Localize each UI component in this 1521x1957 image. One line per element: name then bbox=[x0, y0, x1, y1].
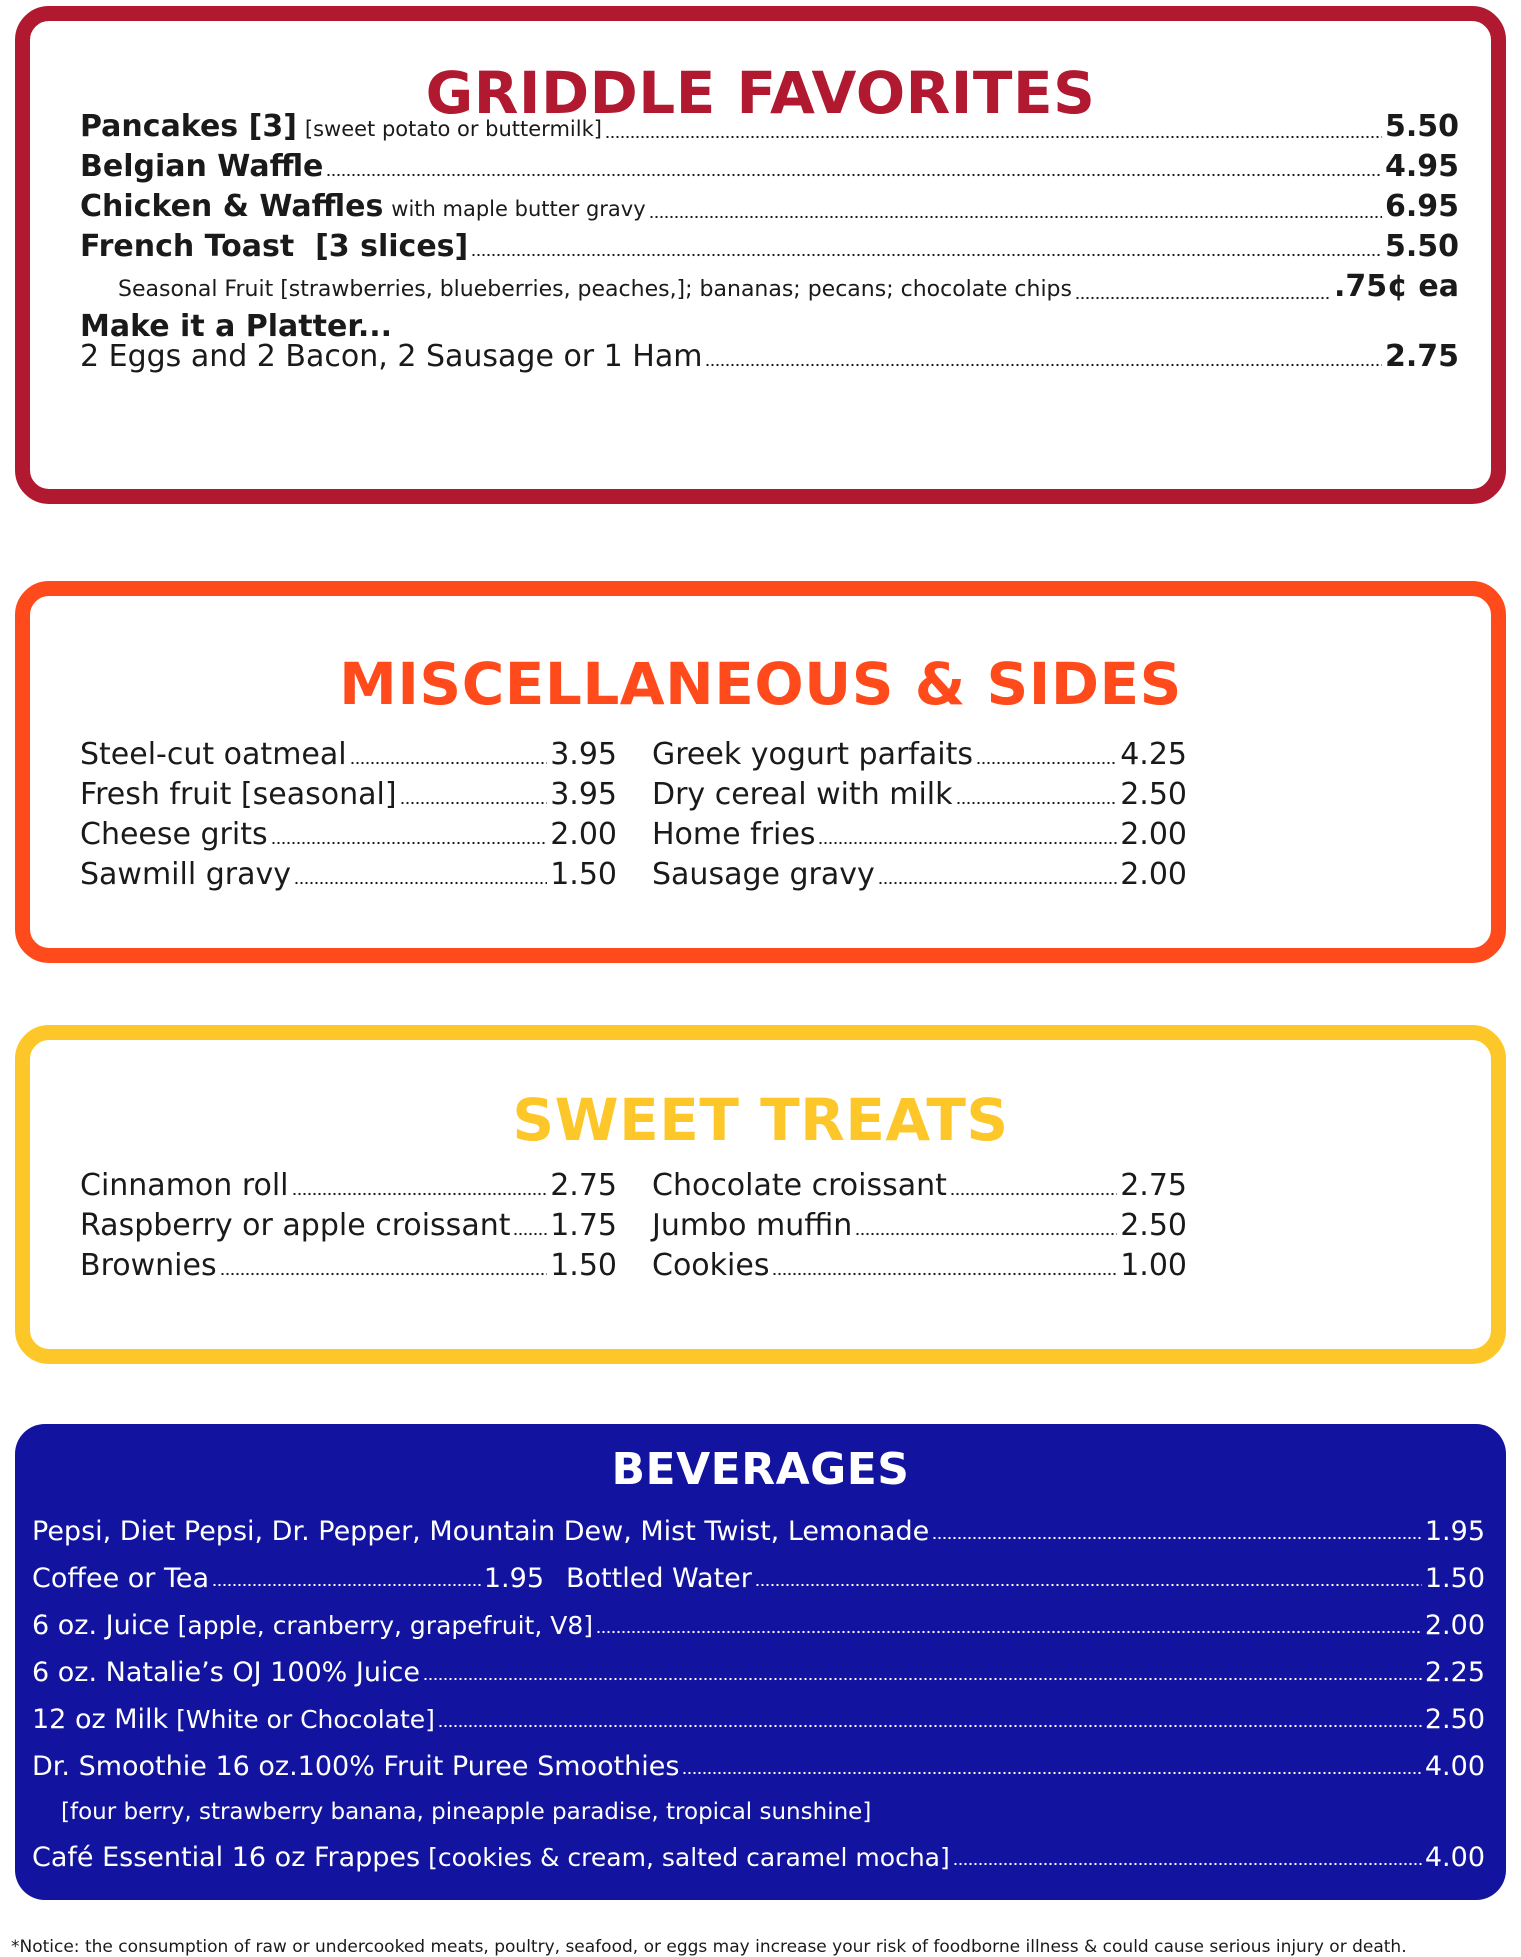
item-name: 6 oz. Natalie’s OJ 100% Juice bbox=[32, 1657, 420, 1688]
item-price: 2.50 bbox=[1120, 1208, 1187, 1243]
leader-dots bbox=[649, 215, 1382, 219]
leader-dots bbox=[682, 1771, 1421, 1775]
sweet-treats-section bbox=[15, 1025, 1506, 1364]
item-desc: with maple butter gravy bbox=[391, 197, 646, 221]
item-name: Cookies bbox=[652, 1248, 770, 1283]
leader-dots bbox=[471, 253, 1382, 257]
item-desc: [apple, cranberry, grapefruit, V8] bbox=[177, 1611, 593, 1640]
menu-item bbox=[80, 815, 617, 855]
menu-item bbox=[80, 1166, 617, 1206]
menu-item bbox=[566, 1561, 1485, 1597]
section-title: SWEET TREATS bbox=[512, 1086, 1009, 1154]
item-name: Bottled Water bbox=[566, 1563, 752, 1594]
beverages-section bbox=[15, 1424, 1506, 1900]
leader-dots bbox=[976, 761, 1117, 765]
leader-dots bbox=[438, 1724, 1422, 1728]
item-name: Chocolate croissant bbox=[652, 1168, 947, 1203]
item-name: Jumbo muffin bbox=[652, 1208, 853, 1243]
item-name: Pancakes [3] bbox=[80, 109, 297, 144]
section-title: GRIDDLE FAVORITES bbox=[425, 59, 1096, 127]
leader-dots bbox=[932, 1536, 1422, 1540]
menu-item bbox=[32, 1514, 1485, 1550]
item-name: Sawmill gravy bbox=[80, 857, 291, 892]
section-title: BEVERAGES bbox=[611, 1444, 910, 1495]
item-price: 2.25 bbox=[1424, 1657, 1485, 1688]
health-notice: *Notice: the consumption of raw or undercooked meats, poultry, seafood, or eggs may increase your risk of foodborne illness & could cause serious injury or death. bbox=[11, 1937, 1407, 1957]
menu-item bbox=[32, 1702, 1485, 1738]
leader-dots bbox=[705, 363, 1382, 367]
leader-dots bbox=[855, 1232, 1117, 1236]
menu-item bbox=[80, 147, 1459, 187]
menu-item bbox=[80, 855, 617, 895]
item-price: 4.95 bbox=[1384, 149, 1459, 184]
item-price: 3.95 bbox=[550, 777, 617, 812]
menu-item bbox=[80, 227, 1459, 267]
leader-dots bbox=[513, 1232, 547, 1236]
item-price: 2.50 bbox=[1424, 1704, 1485, 1735]
item-price: 6.95 bbox=[1384, 189, 1459, 224]
menu-item bbox=[80, 1206, 617, 1246]
item-price: 1.50 bbox=[550, 1248, 617, 1283]
addon-item bbox=[118, 267, 1459, 310]
item-price: 2.00 bbox=[1120, 817, 1187, 852]
menu-item bbox=[80, 187, 1459, 229]
item-name: Greek yogurt parfaits bbox=[652, 737, 973, 772]
item-price: 2.00 bbox=[550, 817, 617, 852]
leader-dots bbox=[878, 881, 1117, 885]
menu-item bbox=[32, 1655, 1485, 1691]
leader-dots bbox=[956, 801, 1118, 805]
item-price: 2.00 bbox=[1424, 1610, 1485, 1641]
item-price: 1.00 bbox=[1120, 1248, 1187, 1283]
menu-item bbox=[652, 735, 1187, 775]
item-price: 5.50 bbox=[1384, 229, 1459, 264]
item-name: Pepsi, Diet Pepsi, Dr. Pepper, Mountain Dew, Mist Twist, Lemonade bbox=[32, 1516, 930, 1547]
menu-item bbox=[652, 775, 1187, 815]
item-name: 2 Eggs and 2 Bacon, 2 Sausage or 1 Ham bbox=[80, 339, 703, 374]
smoothie-flavors: [four berry, strawberry banana, pineapple paradise, tropical sunshine] bbox=[61, 1799, 872, 1825]
item-price: 1.75 bbox=[550, 1208, 617, 1243]
item-price: 2.00 bbox=[1120, 857, 1187, 892]
leader-dots bbox=[212, 1583, 481, 1587]
menu-item bbox=[652, 1206, 1187, 1246]
item-desc: [White or Chocolate] bbox=[176, 1705, 435, 1734]
item-name: Cheese grits bbox=[80, 817, 268, 852]
leader-dots bbox=[1075, 296, 1331, 300]
item-name: Dr. Smoothie 16 oz.100% Fruit Puree Smoothies bbox=[32, 1751, 680, 1782]
leader-dots bbox=[953, 1862, 1422, 1866]
menu-item bbox=[32, 1840, 1485, 1876]
menu-item bbox=[80, 735, 617, 775]
item-price: 4.00 bbox=[1424, 1842, 1485, 1873]
item-price: 1.95 bbox=[1424, 1516, 1485, 1547]
item-price: 2.75 bbox=[1384, 339, 1459, 374]
menu-item bbox=[32, 1561, 544, 1597]
leader-dots bbox=[294, 881, 547, 885]
item-name: Home fries bbox=[652, 817, 816, 852]
menu-item bbox=[32, 1608, 1485, 1644]
leader-dots bbox=[423, 1677, 1422, 1681]
item-name: 6 oz. Juice bbox=[32, 1610, 170, 1641]
menu-item bbox=[80, 107, 1459, 149]
item-name: Fresh fruit [seasonal] bbox=[80, 777, 397, 812]
menu-item bbox=[652, 815, 1187, 855]
menu-item bbox=[652, 1246, 1187, 1286]
item-name: Café Essential 16 oz Frappes bbox=[32, 1842, 421, 1873]
item-price: 1.50 bbox=[1424, 1563, 1485, 1594]
item-price: 4.25 bbox=[1120, 737, 1187, 772]
leader-dots bbox=[271, 841, 548, 845]
item-name: Chicken & Waffles bbox=[80, 189, 384, 224]
addon-name: Seasonal Fruit [strawberries, blueberries, peaches,]; bananas; pecans; chocolate chips bbox=[118, 277, 1072, 302]
section-title: MISCELLANEOUS & SIDES bbox=[339, 650, 1182, 718]
item-price: 5.50 bbox=[1384, 109, 1459, 144]
leader-dots bbox=[292, 1192, 548, 1196]
item-name: French Toast [3 slices] bbox=[80, 229, 469, 264]
leader-dots bbox=[818, 841, 1117, 845]
menu-item bbox=[80, 775, 617, 815]
platter-item bbox=[80, 337, 1459, 377]
item-price: 2.75 bbox=[550, 1168, 617, 1203]
menu-item bbox=[652, 1166, 1187, 1206]
item-desc: [sweet potato or buttermilk] bbox=[304, 117, 602, 141]
leader-dots bbox=[605, 135, 1382, 139]
item-name: Dry cereal with milk bbox=[652, 777, 953, 812]
leader-dots bbox=[326, 173, 1382, 177]
item-price: 2.75 bbox=[1120, 1168, 1187, 1203]
item-name: Raspberry or apple croissant bbox=[80, 1208, 511, 1243]
leader-dots bbox=[596, 1630, 1422, 1634]
leader-dots bbox=[772, 1272, 1117, 1276]
menu-item bbox=[32, 1749, 1485, 1785]
item-name: 12 oz Milk bbox=[32, 1704, 169, 1735]
leader-dots bbox=[950, 1192, 1117, 1196]
misc-sides-section bbox=[15, 581, 1506, 963]
platter-heading: Make it a Platter... bbox=[80, 309, 393, 344]
item-desc: [cookies & cream, salted caramel mocha] bbox=[428, 1843, 950, 1872]
item-name: Belgian Waffle bbox=[80, 149, 324, 184]
griddle-favorites-section bbox=[15, 6, 1506, 504]
item-name: Brownies bbox=[80, 1248, 217, 1283]
addon-price: .75¢ ea bbox=[1333, 269, 1459, 304]
leader-dots bbox=[400, 801, 548, 805]
item-name: Steel-cut oatmeal bbox=[80, 737, 347, 772]
item-price: 1.95 bbox=[483, 1563, 544, 1594]
item-name: Coffee or Tea bbox=[32, 1563, 210, 1594]
item-name: Cinnamon roll bbox=[80, 1168, 289, 1203]
item-price: 1.50 bbox=[550, 857, 617, 892]
menu-item bbox=[652, 855, 1187, 895]
menu-item bbox=[80, 1246, 617, 1286]
item-price: 4.00 bbox=[1424, 1751, 1485, 1782]
item-price: 3.95 bbox=[550, 737, 617, 772]
leader-dots bbox=[220, 1272, 548, 1276]
leader-dots bbox=[350, 761, 548, 765]
leader-dots bbox=[755, 1583, 1422, 1587]
item-price: 2.50 bbox=[1120, 777, 1187, 812]
item-name: Sausage gravy bbox=[652, 857, 875, 892]
